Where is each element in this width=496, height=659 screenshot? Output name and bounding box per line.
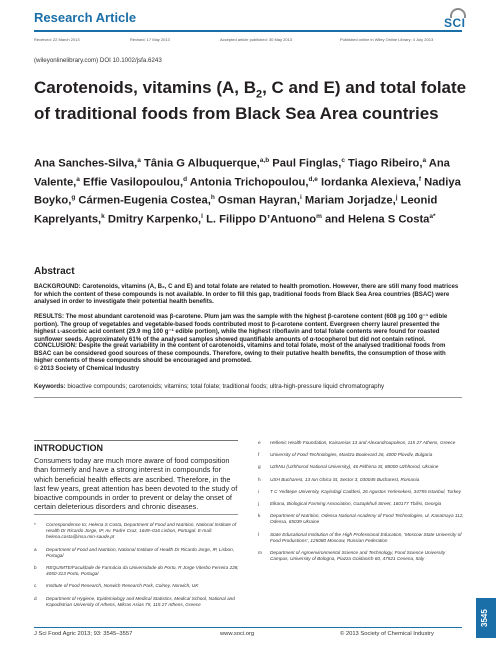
affiliation-item xyxy=(258,440,464,446)
section-label: Research Article xyxy=(34,10,137,25)
abstract-heading: Abstract xyxy=(34,266,75,277)
affiliation-mark: a xyxy=(34,546,37,552)
author-affiliation-mark: k xyxy=(101,213,105,221)
affiliation-text: T C Yeditepe University, Kayisdagi Caddesi, 26 Agustos Yerlesekesi, 34755 Istanbul, Turkey xyxy=(270,488,461,494)
author-name: Mariam Jorjadze, xyxy=(301,195,396,208)
affiliation-text: Department of Nutrition, Odessa National Academy of Food Technologies, ul. Kanatnaya 112, Odessa, 65039 Ukraine xyxy=(270,513,464,525)
conclusion-text: Despite the great variability in the content of carotenoids, vitamins and total folate, most of the analysed traditional foods from BSAC can be considered good sources of these compounds. Therefore, owing to their putative health benefits, the consumption of those with higher contents of these compounds should be encouraged and promoted. xyxy=(34,342,446,365)
footer-copyright: © 2013 Society of Chemical Industry xyxy=(340,631,434,637)
page-number-tab xyxy=(476,598,496,638)
background-label: BACKGROUND: xyxy=(34,283,81,290)
author-name: Osman Hayran, xyxy=(214,195,300,208)
affiliation-item xyxy=(258,464,464,470)
author-name: and Helena S Costa xyxy=(321,213,430,226)
footnote-rule xyxy=(34,514,238,515)
affiliation-mark: * xyxy=(34,522,36,527)
affiliation-item xyxy=(258,513,464,525)
author-name: Dmitry Karpenko, xyxy=(104,213,202,226)
intro-paragraph: Consumers today are much more aware of food composition than formerly and have a strong interest in compounds for which beneficial health effects are ascribed. Therefore, in the last few years, great attention has been devoted to the study of bioactive compounds in order to prevent or delay the onset of certain deleterious disorders and chronic diseases. xyxy=(34,456,238,512)
intro-heading: INTRODUCTION xyxy=(34,443,103,453)
author-affiliation-mark: a xyxy=(76,175,80,183)
affiliation-mark: i xyxy=(258,488,260,494)
footer-rule xyxy=(34,627,462,628)
author-affiliation-mark: i xyxy=(300,194,302,202)
abstract-copyright: © 2013 Society of Chemical Industry xyxy=(34,365,140,373)
doi[interactable]: (wileyonlinelibrary.com) DOI 10.1002/jsfa.6243 xyxy=(34,57,162,64)
affiliation-text: REQUIMTE/Faculdade de Farmácia da Universidade do Porto, R Jorge Viterbo Ferreira 228, 4050-313 Porto, Portugal xyxy=(46,565,239,577)
affiliation-item xyxy=(258,489,464,495)
keywords-label: Keywords: xyxy=(34,383,66,390)
affiliation-text: State Educational Institution of the High Professional Education, ‘Moscow State University of Food Productions’, 125080 Moscow, Russian Federation xyxy=(270,531,462,543)
affiliation-mark: d xyxy=(34,595,37,601)
author-name: Tiago Ribeiro, xyxy=(344,157,423,170)
conclusion-label: CONCLUSION: xyxy=(34,342,77,349)
results-text: The most abundant carotenoid was β-carotene. Plum jam was the sample with the highest β-carotene content (608 µg 100 g⁻¹ edible portion). The group of vegetables and vegetable-based foods contributed most to β-carotene content. Evergreen cherry laurel presented the highest ʟ-ascorbic acid content (29.9 mg 100 g⁻¹ edible portion), while the highest riboflavin and total folate contents were found for roasted sunflower seeds. Approximately 61% of the analysed samples showed quantifiable amounts of α-tocopherol but did not contain retinol. xyxy=(34,313,448,344)
affiliation-item xyxy=(258,477,464,483)
sci-logo xyxy=(440,8,470,30)
author-name: Nadiya Boyko, xyxy=(34,176,461,208)
author-affiliation-mark: a xyxy=(422,157,427,164)
author-name: Iordanka Alexieva, xyxy=(317,176,419,189)
logo-text: SCI xyxy=(444,16,466,30)
background-text: Carotenoids, vitamins (A, B₂, C and E) and total folate are related to health promotion. However, there are still many food matrices for which the content of these compounds is not available. In order to fill this gap, traditional foods from Black Sea Area countries (BSAC) were analysed in order to investigate their potential health benefits. xyxy=(34,283,459,306)
abstract-background xyxy=(34,283,462,306)
author-name: Ana Valente, xyxy=(34,157,450,189)
received-date: Received: 22 March 2013 xyxy=(34,37,80,42)
keywords xyxy=(34,383,462,391)
revised-date: Revised: 17 May 2013 xyxy=(130,37,170,42)
author-affiliation-mark: g xyxy=(71,194,76,202)
online-date: Published online in Wiley Online Library: 4 July 2013 xyxy=(340,37,434,42)
author-affiliation-mark: j xyxy=(395,194,398,202)
abstract-conclusion xyxy=(34,342,462,373)
author-affiliation-mark: a xyxy=(137,157,141,164)
affiliation-mark: j xyxy=(258,501,260,507)
affiliation-text: USH Bucharest, 13 Ion Ghica St, Sector 3, 030045 Bucharest, Romania xyxy=(270,476,420,482)
affiliation-text: UzhNU (Uzhhorod National University), 46 Pidhirna St, 88000 Uzhhorod, Ukraine xyxy=(270,464,439,470)
keywords-rule xyxy=(34,397,462,398)
journal-site[interactable]: www.soci.org xyxy=(220,631,255,637)
author-name: Tânia G Albuquerque, xyxy=(140,157,260,170)
journal-citation: J Sci Food Agric 2013; 93: 3545–3557 xyxy=(34,631,133,637)
affiliation-item xyxy=(258,550,464,562)
abstract-results xyxy=(34,313,462,344)
article-title xyxy=(34,78,474,124)
author-name: Effie Vasilopoulou, xyxy=(79,176,184,189)
results-label: RESULTS: xyxy=(34,313,65,320)
affiliation-text: Department of Hygiene, Epidemiology and Medical Statistics, Medical School, National and Kapodistrian University of Athens, Mikras Asias 75, 115 27 Athens, Greece xyxy=(46,595,235,607)
author-affiliation-mark: c xyxy=(341,157,345,164)
affiliation-mark: g xyxy=(258,464,261,470)
affiliation-item xyxy=(34,547,240,559)
author-affiliation-mark: d xyxy=(183,175,188,183)
affiliation-mark: l xyxy=(258,531,260,537)
affiliation-item xyxy=(34,565,240,577)
affiliation-text: Hellenic Health Foundation, Kaisareias 13 and Alexandroupoleos, 115 27 Athens, Greece xyxy=(270,440,456,445)
author-name: Antonia Trichopoulou, xyxy=(187,176,309,189)
affiliation-text: University of Food Technologies, Maritza Boulevard 26, 4000 Plovdiv, Bulgaria xyxy=(270,452,433,458)
author-affiliation-mark: m xyxy=(316,213,322,221)
affiliation-mark: f xyxy=(258,452,260,458)
affiliation-text: Elkana, Biological Farming Association, Gazapkhuli Street, 160177 Tbilisi, Georgia xyxy=(270,501,442,507)
author-affiliation-mark: d,e xyxy=(308,175,318,183)
affiliation-text: Department of Food and Nutrition, National Institute of Health Dr Ricardo Jorge, IP, Lisbon, Portugal xyxy=(46,546,235,558)
header-rule xyxy=(34,30,462,32)
affiliation-text: Department of Agroenvironmental Science and Technology, Food Science University Campus, University of Bologna, Piazza Goidanich 60, 47521 Cesena, Italy xyxy=(270,550,446,562)
affiliation-mark: k xyxy=(258,513,261,519)
affiliation-mark: e xyxy=(258,440,261,445)
author-name: Leonid Kaprelyants, xyxy=(34,195,438,226)
author-name: Cármen-Eugenia Costea, xyxy=(75,195,211,208)
author-affiliation-mark: f xyxy=(418,175,422,183)
affiliation-item xyxy=(258,501,464,507)
affiliation-item xyxy=(34,522,240,541)
affiliation-mark: h xyxy=(258,476,261,482)
author-name: L. Filippo D’Antuono xyxy=(202,213,317,226)
affiliation-item xyxy=(258,452,464,458)
affiliation-item xyxy=(258,532,464,544)
title-subscript: 2 xyxy=(255,88,263,101)
title-part-1: Carotenoids, vitamins (A, B xyxy=(34,78,256,97)
affiliations-left xyxy=(34,522,240,614)
intro-rule xyxy=(34,440,238,441)
keywords-text: bioactive compounds; carotenoids; vitamins; total folate; traditional foods; ultra-high-pressure liquid chromatography xyxy=(65,383,385,390)
page-number: 3545 xyxy=(480,609,489,627)
affiliation-text: Correspondence to: Helena S Costa, Department of Food and Nutrition, National Institute of Health Dr Ricardo Jorge, IP, Av. Padre Cruz, 1649–016 Lisbon, Portugal. E-mail: helena.costa@insa.min-saude.pt xyxy=(46,522,237,540)
title-part-2: , C and E) and total folate of traditional foods from Black Sea Area countries xyxy=(34,78,467,124)
author-name: Ana Sanches-Silva, xyxy=(34,157,138,170)
affiliation-text: Institute of Food Research, Norwich Research Park, Colney, Norwich, UK xyxy=(46,583,199,589)
accepted-date: Accepted article published: 30 May 2013 xyxy=(220,37,293,42)
author-name: Paul Finglas, xyxy=(269,157,342,170)
author-list xyxy=(34,153,474,228)
affiliation-item xyxy=(34,596,240,608)
author-affiliation-mark: l xyxy=(201,213,203,221)
affiliation-mark: m xyxy=(258,550,262,556)
affiliation-mark: c xyxy=(34,583,37,589)
author-affiliation-mark: h xyxy=(210,194,215,202)
affiliations-right xyxy=(258,440,464,568)
author-affiliation-mark: a,b xyxy=(259,157,270,164)
author-affiliation-mark: a* xyxy=(429,213,436,221)
affiliation-mark: b xyxy=(34,565,37,571)
affiliation-item xyxy=(34,583,240,589)
